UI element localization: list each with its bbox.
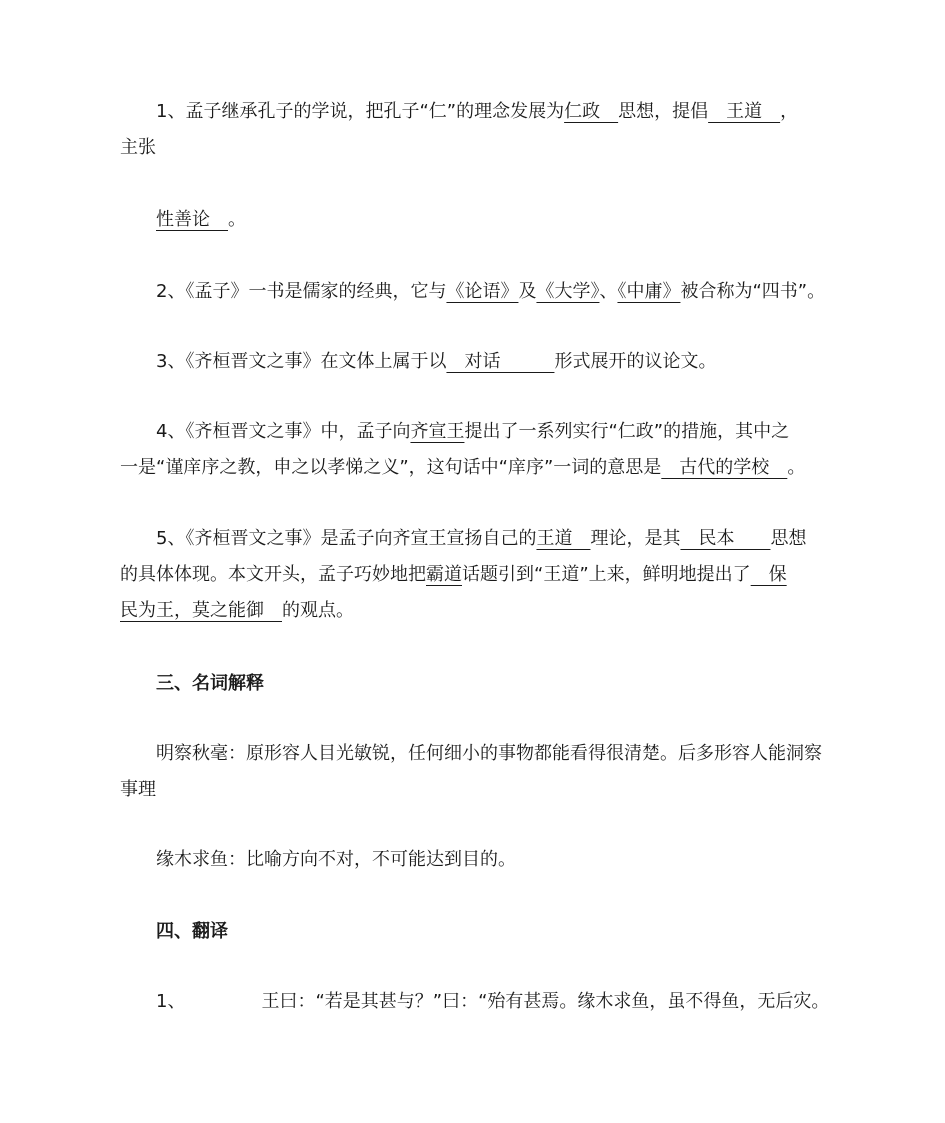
q5-text-4: 话题引到“王道”上来，鲜明地提出了 [462, 564, 751, 585]
q2-answer-3: 《中庸》 [617, 281, 681, 302]
q5-end: 的观点。 [282, 600, 354, 621]
question-5 [120, 521, 825, 629]
question-3 [120, 344, 825, 380]
translation-1-number: 1、 [156, 991, 186, 1012]
q4-line-2: 一是“谨庠序之教，申之以孝悌之义”，这句话中“庠序”一词的意思是 [120, 457, 662, 478]
question-1-answer-line [120, 202, 825, 238]
q5-answer-4: 保 [750, 564, 787, 585]
term-1-text: 明察秋毫：原形容人目光敏锐，任何细小的事物都能看得很清楚。后多形容人能洞察 [156, 743, 822, 764]
q1-answer-2: 王道 [708, 101, 781, 122]
q2-sep-1: 及 [518, 281, 537, 302]
question-4 [120, 414, 825, 486]
q1-end: 。 [228, 209, 246, 230]
q4-text-2: 提出了一系列实行“仁政”的措施，其中之 [464, 421, 790, 442]
q4-end: 。 [787, 457, 806, 478]
question-1 [120, 94, 825, 166]
q1-answer-1: 仁政 [564, 101, 619, 122]
q2-sep-2: 、 [599, 281, 618, 302]
q4-answer-1: 齐宣王 [410, 421, 465, 442]
q5-answer-3: 霸道 [426, 564, 462, 585]
q1-line-2: 主张 [120, 137, 156, 158]
term-2-text: 缘木求鱼：比喻方向不对，不可能达到目的。 [156, 849, 516, 870]
q5-text-2: 理论，是其 [590, 528, 681, 549]
translation-1-text: 王曰：“若是其甚与？”曰：“殆有甚焉。缘木求鱼，虽不得鱼，无后灾。 [261, 991, 830, 1012]
section-4-title: 四、翻译 [156, 921, 228, 942]
q3-text: 3、《齐桓晋文之事》在文体上属于以 [156, 351, 447, 372]
q1-text-2: 思想，提倡 [618, 101, 709, 122]
question-2 [120, 274, 825, 310]
term-1-continuation: 事理 [120, 779, 156, 800]
term-2 [120, 842, 825, 878]
q5-answer-1: 王道 [536, 528, 591, 549]
q4-answer-2: 古代的学校 [661, 457, 788, 478]
q5-answer-5: 民为王，莫之能御 [120, 600, 282, 621]
q1-text-3: ， [780, 101, 799, 122]
q3-end: 形式展开的议论文。 [554, 351, 717, 372]
q2-end: 被合称为“四书”。 [680, 281, 826, 302]
section-3-title: 三、名词解释 [156, 673, 264, 694]
q5-text-3: 思想 [770, 528, 807, 549]
term-1 [120, 736, 825, 808]
q2-answer-2: 《大学》 [536, 281, 600, 302]
q5-text: 5、《齐桓晋文之事》是孟子向齐宣王宣扬自己的 [156, 528, 537, 549]
q1-answer-3: 性善论 [156, 209, 228, 230]
q3-answer-1: 对话 [446, 351, 555, 372]
q4-text: 4、《齐桓晋文之事》中，孟子向 [156, 421, 411, 442]
q1-text: 1、孟子继承孔子的学说，把孔子“仁”的理念发展为 [156, 101, 565, 122]
q2-answer-1: 《论语》 [446, 281, 519, 302]
q2-text: 2、《孟子》一书是儒家的经典，它与 [156, 281, 447, 302]
q5-answer-2: 民本 [680, 528, 771, 549]
translation-1 [120, 984, 830, 1020]
q5-line-2: 的具体体现。本文开头，孟子巧妙地把 [120, 564, 426, 585]
